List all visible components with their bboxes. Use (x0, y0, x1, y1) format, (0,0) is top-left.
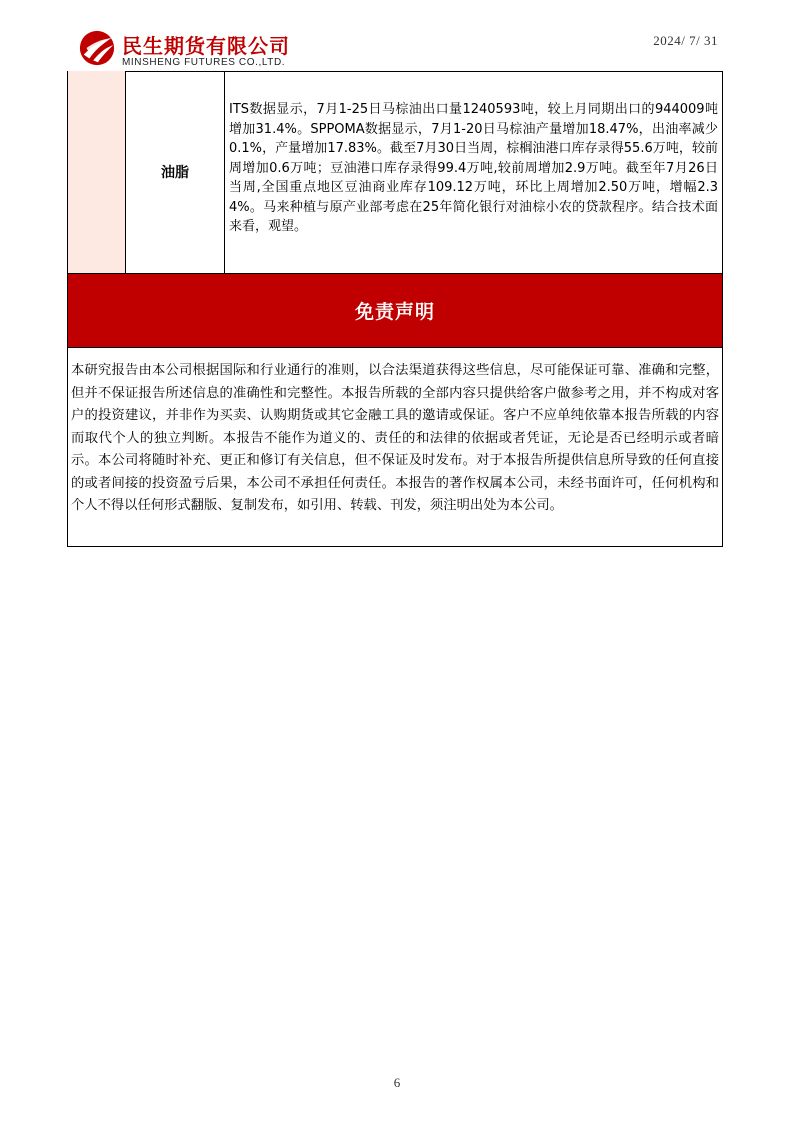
company-name-en: MINSHENG FUTURES CO.,LTD. (122, 57, 286, 68)
table-left-cell (68, 71, 126, 273)
analysis-text: ITS数据显示，7月1-25日马棕油出口量1240593吨，较上月同期出口的944009吨增加31.4%。SPPOMA数据显示，7月1-20日马棕油产量增加18.47%，出油率减少0.1%，产量增加17.83%。截至7月30日当周，棕榈油港口库存录得55.6万吨，较前周增加0.6万吨；豆油港口库存录得99.4万吨,较前周增加2.9万吨。截至年7月26日当周,全国重点地区豆油商业库存109.12万吨，环比上周增加2.50万吨，增幅2.34%。马来种植与原产业部考虑在25年简化银行对油棕小农的贷款程序。结合技术面来看，观望。 (229, 102, 718, 234)
page-number: 6 (393, 1075, 401, 1090)
disclaimer-header (67, 274, 723, 348)
disclaimer-text: 本研究报告由本公司根据国际和行业通行的准则，以合法渠道获得这些信息，尽可能保证可靠、准确和完整，但并不保证报告所述信息的准确性和完整性。本报告所载的全部内容只提供给客户做参考之用，并不构成对客户的投资建议，并非作为买卖、认购期货或其它金融工具的邀请或保证。客户不应单纯依靠本报告所载的内容而取代个人的独立判断。本报告不能作为道义的、责任的和法律的依据或者凭证，无论是否已经明示或者暗示。本公司将随时补充、更正和修订有关信息，但不保证及时发布。对于本报告所提供信息所导致的任何直接的或者间接的投资盈亏后果，本公司不承担任何责任。本报告的著作权属本公司，未经书面许可，任何机构和个人不得以任何形式翻版、复制发布，如引用、转载、刊发，须注明出处为本公司。 (71, 363, 719, 513)
report-date: 2024/ 7/ 31 (653, 33, 718, 48)
category-cell (126, 71, 225, 273)
minsheng-logo-icon (78, 28, 116, 68)
disclaimer-title: 免责声明 (354, 301, 435, 323)
company-name-cn: 民生期货有限公司 (122, 34, 290, 58)
category-label: 油脂 (161, 165, 189, 181)
commodity-table (67, 71, 723, 274)
disclaimer-body (67, 348, 723, 547)
content-cell (225, 71, 723, 273)
page-header (0, 0, 794, 72)
